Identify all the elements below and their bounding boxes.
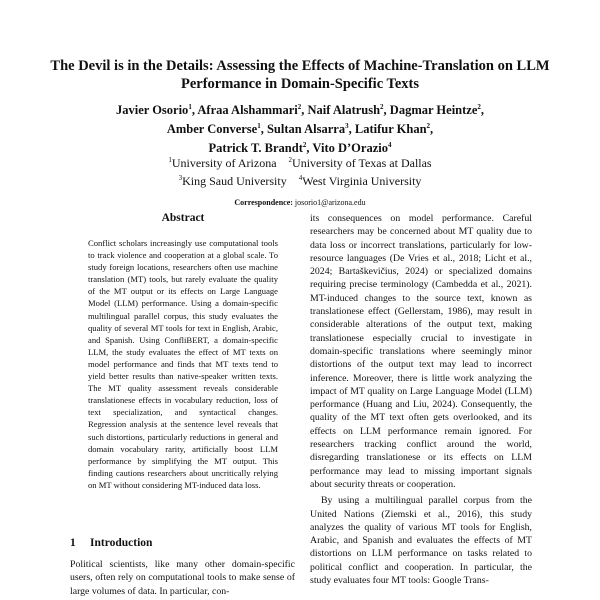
author: Naif Alatrush$^2$ bbox=[307, 103, 384, 118]
introduction-text: Political scientists, like many other domain-specific users, often rely on computational tools to make sense of large volumes of data. In particular, con- bbox=[70, 559, 295, 597]
correspondence-email[interactable]: josorio1@arizona.edu bbox=[294, 198, 366, 207]
author: Javier Osorio$^1$ bbox=[115, 103, 192, 118]
author: Amber Converse$^1$ bbox=[166, 122, 261, 137]
section-title: Introduction bbox=[90, 537, 153, 549]
affiliation-list bbox=[40, 153, 560, 189]
author: Patrick T. Brandt$^2$ bbox=[208, 141, 307, 156]
affiliation: $^4$West Virginia University bbox=[298, 174, 422, 188]
body-paragraph: its consequences on model performance. Careful researchers may be concerned about MT quality due to data loss or incorrect translations, particularly for low-resource languages (De Vries et al., 2018; Licht et al., 2024; Bartaškevičius, 2024) or specialized domains requiring precise terminology (Cambedda et al., 2021). MT-induced changes to the source text, known as translationese effect (Gellerstam, 1986), may result in considerable alterations of the output text, making translationese especially crucial to investigate in domain-specific translations where seemingly minor distortions of the output text may lead to incorrect inference. Moreover, there is little work analyzing the impact of MT quality on Large Language Model (LLM) performance (Huang and Liu, 2024). Consequently, the quality of the MT text often gets overlooked, and its effects on LLM performance remain ignored. For researchers tracking conflict around the world, disregarding translationese or its effects on LLM performance may lead to missing important signals about security threats or cooperation. bbox=[310, 213, 532, 490]
abstract-heading: Abstract bbox=[161, 212, 205, 224]
author: Afraa Alshammari$^2$ bbox=[197, 103, 302, 118]
paper-title: The Devil is in the Details: Assessing the Effects of Machine-Translation on LLM Performance in Domain-Specific Texts bbox=[50, 58, 550, 92]
author-list: Javier Osorio$^1$, Afraa Alshammari$^2$, Naif Alatrush$^2$, Dagmar Heintze$^2$, Amber Converse$^1$, Sultan Alsarra$^3$, Latifur Khan$^2$, Patrick T. Brandt$^2$, Vito D’Orazio$^4$ bbox=[115, 103, 485, 156]
right-column bbox=[310, 212, 532, 587]
author: Vito D’Orazio$^4$ bbox=[312, 141, 392, 156]
abstract-text: Conflict scholars increasingly use computational tools to track violence and cooperation at a global scale. To study foreign locations, researchers often use machine translation (MT) tools, but rarely evaluate the quality of the MT output or its effects on Large Language Model (LLM) performance. Using a domain-specific multilingual parallel corpus, this study evaluates the quality of several MT tools for text in English, Arabic, and Spanish. Using ConfliBERT, a domain-specific LLM, the study evaluates the effect of MT texts on model performance and finds that MT texts tend to yield better results than native-speaker written texts. The MT quality assessment reveals considerable translationese effects in vocabulary reduction, loss of text specialization, and syntactical changes. Regression analysis at the sentence level reveals that such distortions, particularly reductions in general and domain vocabulary rarity, artificially boost LLM performance by simplifying the MT output. This finding cautions researchers about uncritically relying on MT without considering MT-induced data loss. bbox=[88, 238, 278, 490]
correspondence bbox=[40, 198, 560, 207]
section-number: 1 bbox=[70, 537, 76, 549]
affiliation: $^2$University of Texas at Dallas bbox=[288, 156, 432, 170]
correspondence-label: Correspondence: bbox=[234, 198, 293, 207]
body-paragraph: By using a multilingual parallel corpus from the United Nations (Ziemski et al., 2016), this study analyzes the quality of various MT tools for English, Arabic, and Spanish and evaluates the effects of MT distortions on LLM performance on tasks related to political conflict and cooperation. In particular, the study evaluates four MT tools: Google Trans- bbox=[310, 495, 532, 587]
author: Latifur Khan$^2$ bbox=[354, 122, 431, 137]
author: Dagmar Heintze$^2$ bbox=[389, 103, 481, 118]
affiliation: $^3$King Saud University bbox=[178, 174, 287, 188]
affiliation: $^1$University of Arizona bbox=[168, 156, 277, 170]
author: Sultan Alsarra$^3$ bbox=[266, 122, 349, 137]
section-heading bbox=[70, 537, 152, 549]
